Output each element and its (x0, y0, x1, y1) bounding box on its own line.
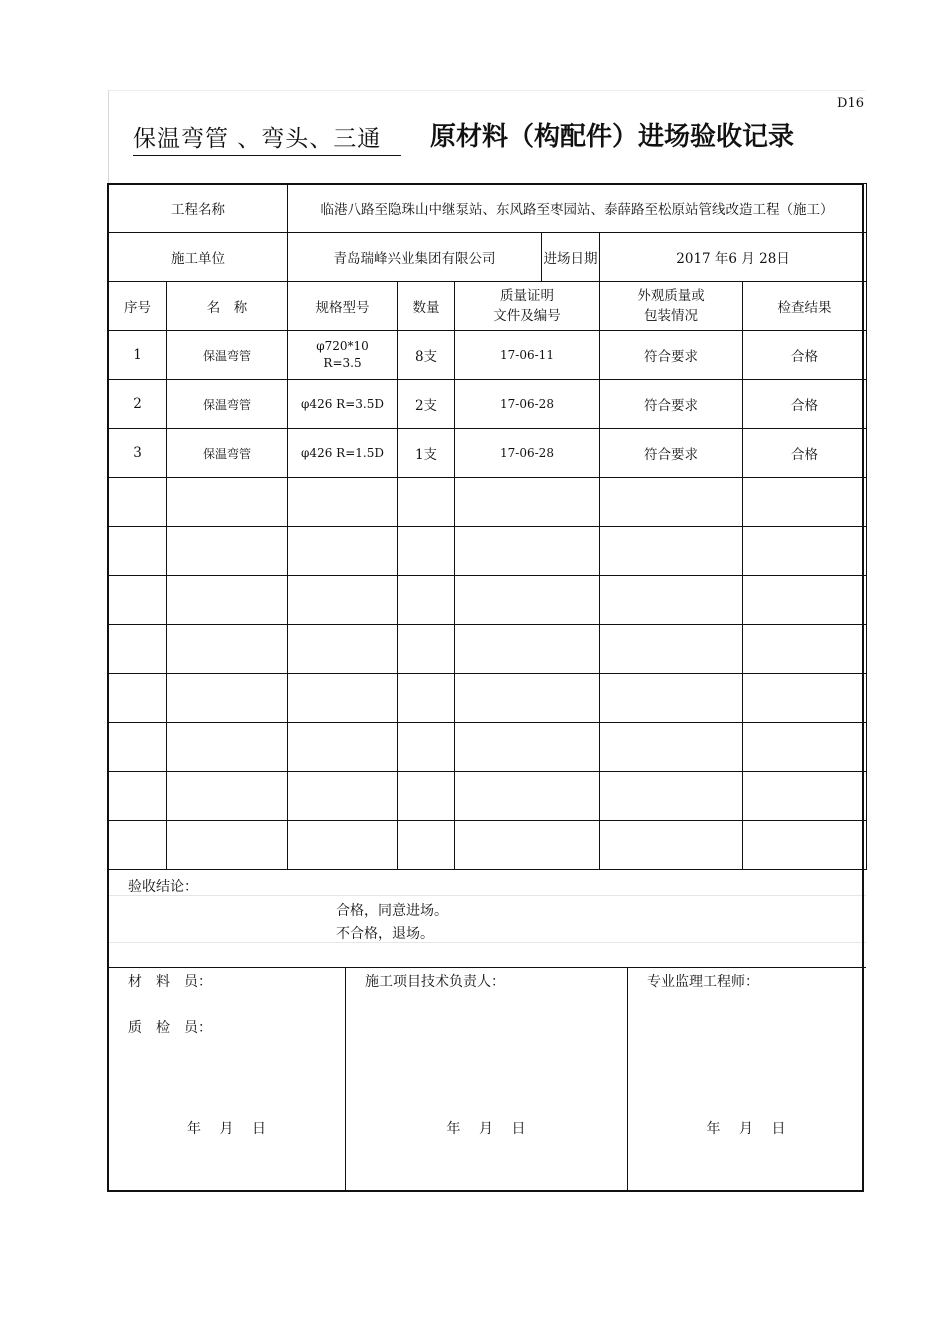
date-label: 进场日期 (542, 233, 600, 282)
header-cert (455, 282, 600, 331)
page-title: 原材料（构配件）进场验收记录 (430, 122, 795, 152)
empty-row (109, 674, 867, 723)
table-row (109, 429, 867, 478)
inspector-label: 质 检 员： (128, 1020, 212, 1036)
conclusion-faint-line-2 (108, 942, 866, 943)
tech-lead-label: 施工项目技术负责人： (365, 974, 505, 990)
signature-material-clerk (108, 967, 346, 1192)
empty-row (109, 478, 867, 527)
empty-row (109, 821, 867, 870)
row-cert: 17-06-28 (455, 429, 600, 478)
empty-row (109, 527, 867, 576)
inspection-table (108, 183, 867, 870)
signature-date: 年 月 日 (446, 1121, 526, 1137)
conclusion-label: 验收结论： (128, 879, 198, 895)
header-seq: 序号 (109, 282, 167, 331)
header-qty: 数量 (398, 282, 455, 331)
row-name: 保温弯管 (167, 331, 288, 380)
project-row (109, 184, 867, 233)
table-row (109, 380, 867, 429)
header-spec: 规格型号 (288, 282, 398, 331)
header-result: 检查结果 (743, 282, 867, 331)
supervisor-label: 专业监理工程师： (647, 974, 759, 990)
empty-row (109, 625, 867, 674)
row-name: 保温弯管 (167, 429, 288, 478)
row-cert: 17-06-28 (455, 380, 600, 429)
form-code: D16 (837, 96, 864, 111)
empty-row (109, 576, 867, 625)
signature-date: 年 月 日 (187, 1121, 266, 1137)
conclusion-fail: 不合格，退场。 (336, 926, 434, 942)
conclusion-pass: 合格，同意进场。 (336, 903, 448, 919)
unit-label: 施工单位 (109, 233, 288, 282)
row-spec-line1: φ720*10 (316, 339, 369, 353)
project-label: 工程名称 (109, 184, 288, 233)
row-result: 合格 (743, 429, 867, 478)
empty-row (109, 723, 867, 772)
row-qty: 8支 (398, 331, 455, 380)
header-cert-line2: 文件及编号 (493, 308, 561, 324)
header-appearance (600, 282, 743, 331)
signature-date: 年 月 日 (706, 1121, 786, 1137)
row-spec-line2: R=3.5 (323, 356, 362, 370)
header-appearance-line2: 包装情况 (644, 308, 698, 324)
unit-value: 青岛瑞峰兴业集团有限公司 (288, 233, 542, 282)
row-qty: 1支 (398, 429, 455, 478)
empty-row (109, 772, 867, 821)
top-faint-line (108, 90, 865, 91)
header-row (109, 282, 867, 331)
row-seq: 1 (109, 331, 167, 380)
project-value: 临港八路至隐珠山中继泵站、东风路至枣园站、泰薛路至松原站管线改造工程（施工） (288, 184, 867, 233)
row-appearance: 符合要求 (600, 380, 743, 429)
row-name: 保温弯管 (167, 380, 288, 429)
row-qty: 2支 (398, 380, 455, 429)
conclusion-faint-line-1 (108, 895, 866, 896)
signature-tech-lead (345, 967, 628, 1192)
unit-row (109, 233, 867, 282)
conclusion-section (108, 872, 866, 968)
header-cert-line1: 质量证明 (500, 288, 554, 304)
date-value: 2017 年6 月 28日 (600, 233, 867, 282)
row-appearance: 符合要求 (600, 429, 743, 478)
row-result: 合格 (743, 380, 867, 429)
row-spec (288, 331, 398, 380)
header-name: 名 称 (167, 282, 288, 331)
row-cert: 17-06-11 (455, 331, 600, 380)
left-faint-line (108, 90, 109, 185)
signature-supervisor (627, 967, 865, 1192)
row-spec: φ426 R=1.5D (288, 429, 398, 478)
table-row (109, 331, 867, 380)
row-seq: 2 (109, 380, 167, 429)
material-subject: 保温弯管 、弯头、三通 (133, 120, 401, 156)
row-result: 合格 (743, 331, 867, 380)
row-spec: φ426 R=3.5D (288, 380, 398, 429)
material-clerk-label: 材 料 员： (128, 974, 212, 990)
row-appearance: 符合要求 (600, 331, 743, 380)
header-appearance-line1: 外观质量或 (637, 288, 705, 304)
row-seq: 3 (109, 429, 167, 478)
